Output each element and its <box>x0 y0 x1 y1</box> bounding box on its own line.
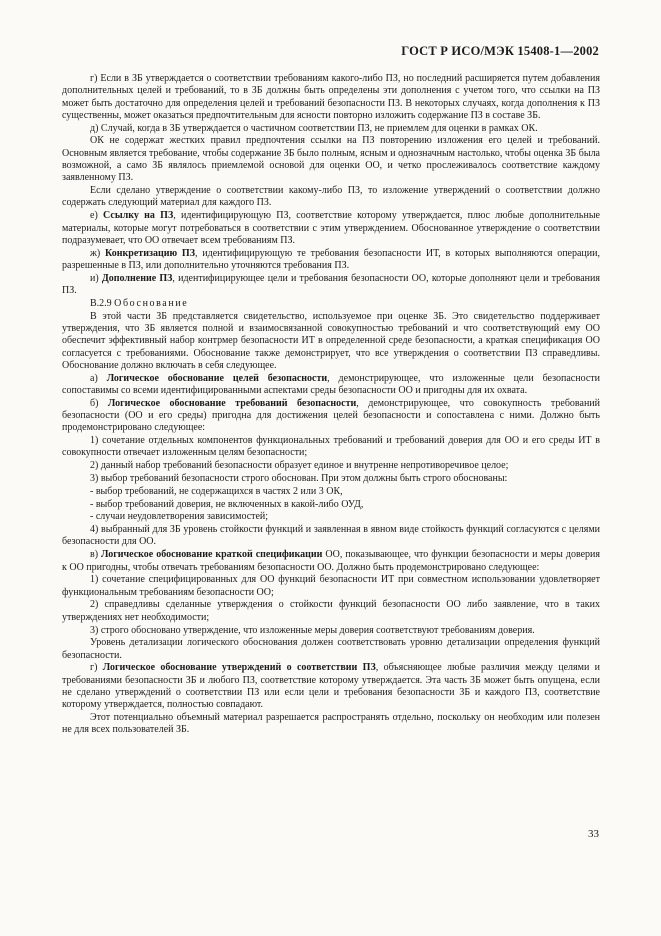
paragraph <box>62 210 600 247</box>
paragraph <box>62 398 600 435</box>
item-heading: Логическое обоснование требований безопасности <box>107 397 357 409</box>
item-marker: а) <box>90 372 107 384</box>
paragraph: Если сделано утверждение о соответствии какому-либо ПЗ, то изложение утверждений о соответствии должно содержать следующий материал для каждого ПЗ. <box>62 185 600 209</box>
section-heading <box>62 298 600 310</box>
document-body <box>62 73 600 737</box>
section-number: B.2.9 <box>90 297 115 309</box>
page-number: 33 <box>588 828 599 840</box>
paragraph: - случаи неудовлетворения зависимостей; <box>90 511 269 523</box>
item-heading: Дополнение ПЗ <box>101 272 173 284</box>
paragraph: Этот потенциально объемный материал разрешается распространять отдельно, поскольку он необходим или полезен не для всех пользователей ЗБ. <box>62 712 600 736</box>
paragraph: - выбор требований, не содержащихся в частях 2 или 3 ОК, <box>90 485 343 497</box>
paragraph <box>62 273 600 298</box>
item-heading: Логическое обоснование утверждений о соответствии ПЗ <box>102 662 376 674</box>
item-heading: Ссылку на ПЗ <box>103 210 174 222</box>
item-text: , демонстрирующее, что совокупность требований безопасности (ОО и его среды) пригодна для достижения целей безопасности и сопоставлена с ними. Должно быть продемонстрировано следующее: <box>62 397 600 434</box>
paragraph: 1) сочетание специфицированных для ОО функций безопасности ИТ при совместном использовании удовлетворяет функциональным требованиям безопасности ОО; <box>62 574 600 598</box>
item-text: ОО, показывающее, что функции безопасности и меры доверия к ОО пригодны, чтобы отвечать требованиям безопасности ОО. Должно быть продемонстрировано следующее: <box>62 549 601 573</box>
paragraph <box>62 248 600 273</box>
item-marker: г) <box>90 662 103 674</box>
item-heading: Конкретизацию ПЗ <box>105 247 195 259</box>
item-heading: Логическое обоснование краткой спецификации <box>101 549 323 561</box>
item-heading: Логическое обоснование целей безопасности <box>106 372 328 384</box>
item-marker: ж) <box>90 247 106 259</box>
paragraph: 3) выбор требований безопасности строго обоснован. При этом должны быть строго обоснованы: <box>90 473 508 484</box>
paragraph: 1) сочетание отдельных компонентов функциональных требований и требований доверия для ОО и его среды ИТ в совокупности отвечает изложенным целям безопасности; <box>62 435 600 459</box>
paragraph: 2) данный набор требований безопасности образует единое и внутренне непротиворечивое целое; <box>90 460 509 472</box>
section-title: Обоснование <box>114 297 189 309</box>
paragraph: Уровень детализации логического обоснования должен соответствовать уровню детализации определения функций безопасности. <box>62 637 600 661</box>
item-text: , демонстрирующее, что изложенные цели безопасности сопоставимы со всеми идентифицированными аспектами среды безопасности ОО и пригодны для их охвата. <box>62 372 600 396</box>
paragraph <box>62 662 600 711</box>
paragraph: В этой части ЗБ представляется свидетельство, используемое при оценке ЗБ. Это свидетельство поддерживает утверждения, что ЗБ является полной и взаимосвязанной совокупностью требований и что соответствующий ему ОО обеспечит эффективный набор контрмер безопасности ИТ в определенной среде безопасности, а краткая спецификация ОО согласуется с требованиями. Обоснование также демонстрирует, что все утверждения о соответствии ПЗ справедливы. Обоснование должно включать в себя следующее. <box>62 310 600 371</box>
item-marker: и) <box>90 272 102 284</box>
paragraph: 4) выбранный для ЗБ уровень стойкости функций и заявленная в явном виде стойкость функций согласуются с целями безопасности для ОО. <box>62 524 600 548</box>
paragraph: ОК не содержат жестких правил предпочтения ссылки на ПЗ повторению изложения его целей и требований. Основным является требование, чтобы содержание ЗБ было полным, ясным и однозначным настолько, чтобы оценка ЗБ была возможной, а само ЗБ являлось приемлемой основой для оценки ОО, и четко прослеживалось соответствие каждому заявленному ПЗ. <box>62 135 600 184</box>
item-text: , объясняющее любые различия между целями и требованиями безопасности ЗБ и любого ПЗ, соответствие которому утверждается. Эта часть ЗБ может быть опущена, если не сделано утверждений о соответствии ПЗ или если цели и требования безопасности ЗБ и каждого ПЗ, соответствие которому утверждается, полностью совпадают. <box>62 662 600 711</box>
paragraph: 2) справедливы сделанные утверждения о стойкости функций безопасности ОО либо заявление, что в таких утверждениях нет необходимости; <box>62 599 600 623</box>
paragraph <box>62 549 600 574</box>
paragraph: д) Случай, когда в ЗБ утверждается о частичном соответствии ПЗ, не приемлем для оценки в рамках ОК. <box>90 122 538 134</box>
item-marker: б) <box>90 397 108 409</box>
paragraph: г) Если в ЗБ утверждается о соответствии требованиям какого-либо ПЗ, но последний расширяется путем добавления дополнительных целей и требований, то в ЗБ должны быть определены эти дополнения с учетом того, что ссылки на ПЗ может быть достаточно для определения целей и требований безопасности ПЗ. В некоторых случаях, когда дополнения к ПЗ существенны, может оказаться предпочтительным для ясности повторно изложить содержание ПЗ в составе ЗБ. <box>62 73 600 121</box>
paragraph <box>62 373 600 398</box>
item-marker: е) <box>90 210 104 222</box>
item-text: , идентифицирующее цели и требования безопасности ОО, которые дополняют цели и требования ПЗ. <box>62 272 600 297</box>
paragraph: 3) строго обосновано утверждение, что изложенные меры доверия соответствуют требованиям доверия. <box>90 624 535 636</box>
item-text: , идентифицирующую ПЗ, соответствие которому утверждается, плюс любые дополнительные материалы, которые могут потребоваться в соответствии с этим утверждением. Обоснованное утверждение о соответствии подразумевает, что ОО отвечает всем требованиям ПЗ. <box>62 210 600 246</box>
paragraph: - выбор требований доверия, не включенных в какой-либо ОУД, <box>90 498 364 510</box>
item-text: , идентифицирующую те требования безопасности ИТ, в которых выполняются операции, разрешенные в ПЗ, или дополнительно уточняются требования ПЗ. <box>62 247 600 271</box>
item-marker: в) <box>90 549 102 561</box>
document-header: ГОСТ Р ИСО/МЭК 15408-1—2002 <box>401 44 599 58</box>
